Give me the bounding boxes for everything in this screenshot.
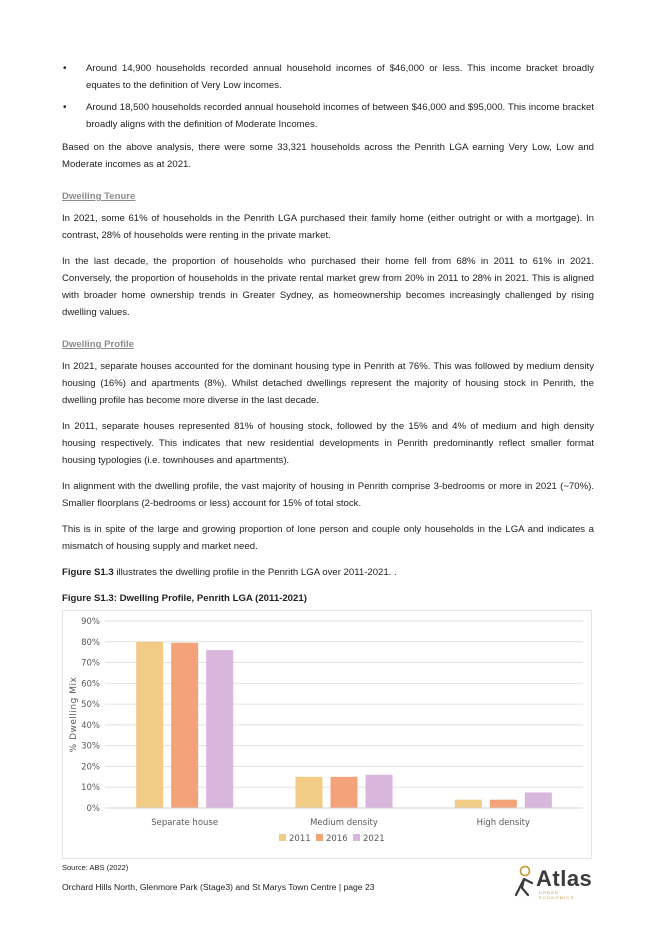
figure-reference: [62, 564, 594, 581]
figure-reference-text: illustrates the dwelling profile in the Penrith LGA over 2011-2021. .: [113, 567, 397, 578]
tenure-heading: Dwelling Tenure: [62, 191, 136, 202]
legend-swatch-2021: [353, 834, 360, 841]
page-content: [62, 60, 594, 872]
tenure-paragraph: In the last decade, the proportion of households who purchased their home fell from 68% in 2011 to 61% in 2021. Conversely, the proportion of households in the private rental market grew from 20% in 2011 to 28% in 2021. This is aligned with broader home ownership trends in Greater Sydney, as homeownership becomes increasingly challenged by rising dwelling values.: [62, 256, 594, 318]
bullet-very-low-income: • Around 14,900 households recorded annual household incomes of $46,000 or less. This income bracket broadly equates to the definition of Very Low incomes.: [62, 60, 594, 94]
y-tick-label: 90%: [81, 617, 100, 627]
figure-reference-bold: Figure S1.3: [62, 567, 114, 578]
page-footer: Orchard Hills North, Glenmore Park (Stage3) and St Marys Town Centre | page 23: [62, 882, 375, 892]
bar-2016: [490, 800, 517, 808]
y-axis-label: % Dwelling Mix: [69, 676, 79, 753]
profile-paragraph: In 2021, separate houses accounted for the dominant housing type in Penrith at 76%. This was followed by medium density housing (16%) and apartments (8%). Whilst detached dwellings represent the majority of housing stock in Penrith, the dwelling profile has become more diverse in the last decade.: [62, 361, 594, 406]
dwelling-profile-chart: [62, 610, 592, 859]
bullet-moderate-income: • Around 18,500 households recorded annual household incomes of between $46,000 and $95,000. This income bracket broadly aligns with the definition of Moderate Incomes.: [62, 99, 594, 133]
bar-2011: [296, 777, 323, 808]
bar-2011: [455, 800, 482, 808]
bar-2021: [366, 775, 393, 808]
x-tick-label: High density: [476, 818, 531, 828]
bar-2016: [171, 643, 198, 808]
bar-2021: [206, 650, 233, 808]
x-tick-label: Medium density: [310, 818, 378, 828]
figure-title: Figure S1.3: Dwelling Profile, Penrith LGA (2011-2021): [62, 593, 307, 604]
income-bullets: [62, 60, 594, 133]
y-tick-label: 50%: [81, 700, 100, 711]
tenure-paragraph: In 2021, some 61% of households in the Penrith LGA purchased their family home (either outright or with a mortgage). In contrast, 28% of households were renting in the private market.: [62, 213, 594, 241]
bar-2011: [136, 642, 163, 808]
logo-subtitle: URBAN ECONOMICS: [539, 890, 575, 900]
atlas-figure-icon: [512, 865, 538, 897]
profile-paragraph: In 2011, separate houses represented 81% of housing stock, followed by the 15% and 4% of medium and high density housing respectively. This indicates that new residential developments in Penrith predominantly reflect smaller format housing typologies (i.e. townhouses and apartments).: [62, 421, 594, 466]
y-tick-label: 40%: [81, 720, 100, 731]
profile-heading: Dwelling Profile: [62, 339, 134, 350]
y-tick-label: 30%: [81, 741, 100, 752]
chart-svg: [63, 611, 591, 858]
y-tick-label: 80%: [81, 637, 100, 648]
legend-label: 2011: [289, 834, 311, 844]
y-tick-label: 10%: [81, 783, 100, 794]
atlas-logo: [512, 865, 596, 900]
x-tick-label: Separate house: [151, 818, 219, 828]
y-tick-label: 0%: [86, 804, 100, 814]
y-tick-label: 60%: [81, 679, 100, 690]
logo-word: Atlas: [536, 866, 593, 891]
profile-paragraph: In alignment with the dwelling profile, the vast majority of housing in Penrith comprise 3-bedrooms or more in 2021 (~70%). Smaller floorplans (2-bedrooms or less) account for 15% of total stock.: [62, 481, 594, 509]
bar-2021: [525, 792, 552, 808]
bar-2016: [331, 777, 358, 808]
legend-label: 2016: [326, 834, 348, 844]
y-tick-label: 70%: [81, 658, 100, 669]
y-tick-label: 20%: [81, 762, 100, 773]
legend-label: 2021: [363, 834, 385, 844]
intro-paragraph: Based on the above analysis, there were some 33,321 households across the Penrith LGA earning Very Low, Low and Moderate incomes as at 2021.: [62, 142, 594, 170]
source-note: Source: ABS (2022): [62, 863, 129, 872]
legend-swatch-2016: [316, 834, 323, 841]
profile-paragraph: This is in spite of the large and growing proportion of lone person and couple only households in the LGA and indicates a mismatch of housing supply and market need.: [62, 524, 594, 552]
legend-swatch-2011: [279, 834, 286, 841]
